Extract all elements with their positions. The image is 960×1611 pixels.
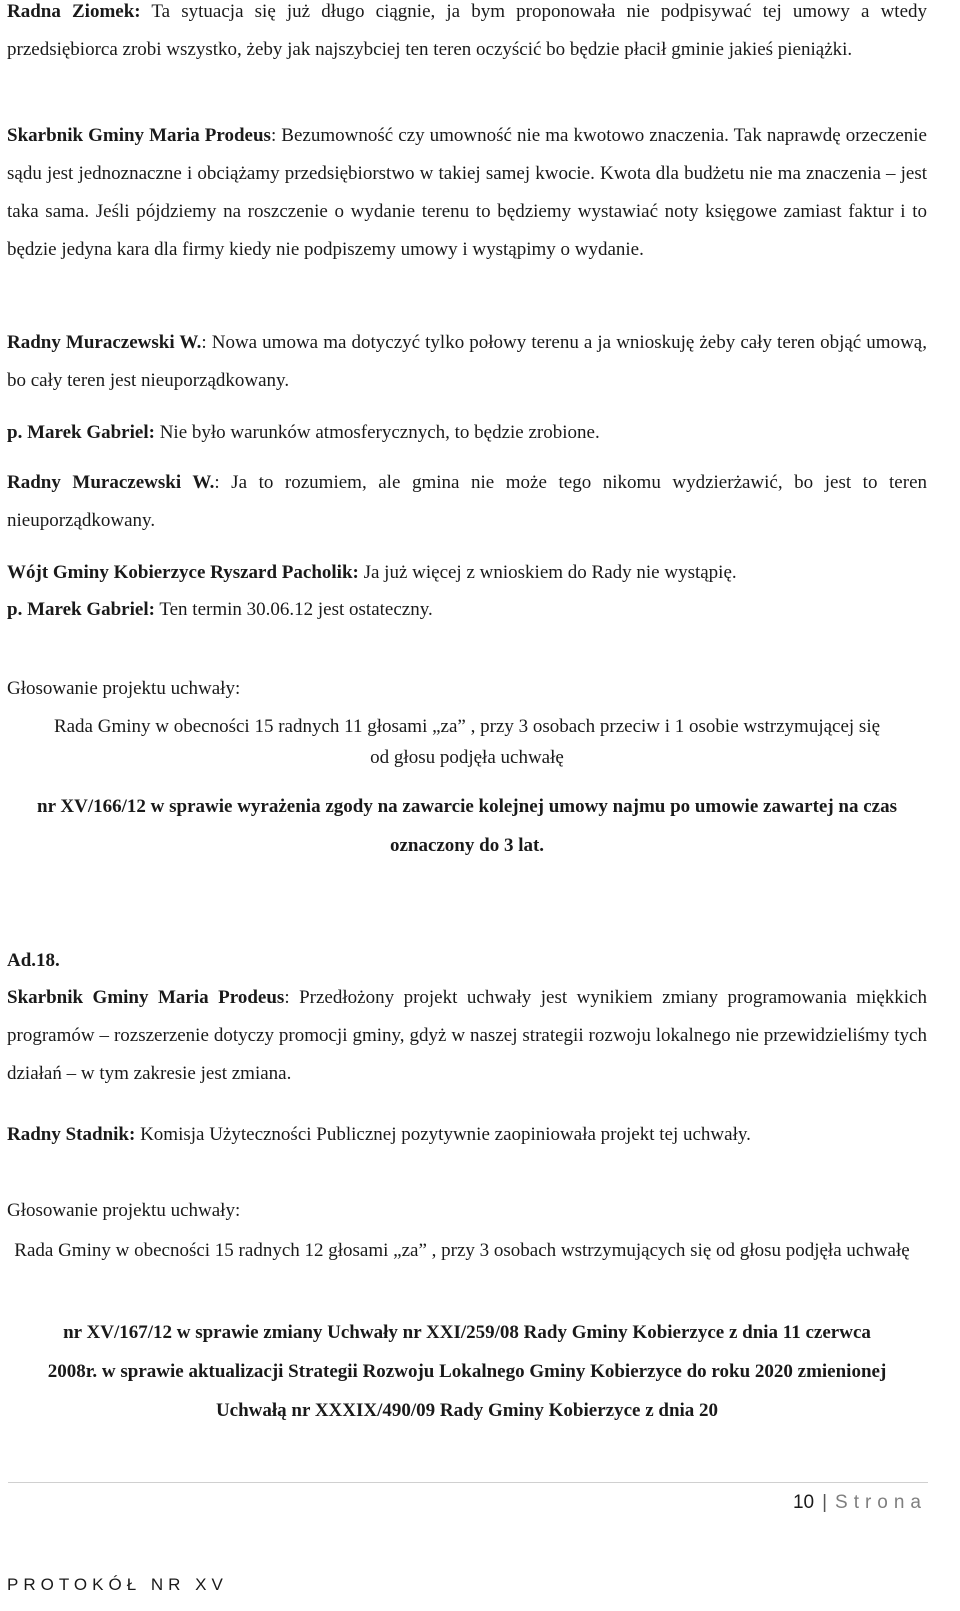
vote-heading: Głosowanie projektu uchwały: — [7, 1200, 241, 1221]
paragraph-gabriel-2 — [7, 591, 927, 629]
speaker-name: p. Marek Gabriel: — [7, 422, 155, 443]
speaker-name: Radny Muraczewski W. — [7, 472, 215, 493]
paragraph-text: : Ja to rozumiem, ale gmina nie może tego nikomu wydzierżawić, bo jest to teren nieuporządkowany. — [7, 472, 927, 531]
protocol-label: PROTOKÓŁ NR XV — [7, 1575, 228, 1594]
paragraph-text: Ja już więcej z wnioskiem do Rady nie wystąpię. — [358, 562, 737, 583]
resolution-title: nr XV/166/12 w sprawie wyrażenia zgody na zawarcie kolejnej umowy najmu po umowie zawartej na czas oznaczony do 3 lat. — [37, 796, 898, 856]
page-separator: | — [822, 1492, 828, 1513]
paragraph-skarbnik-2 — [7, 979, 927, 1093]
vote-result: Rada Gminy w obecności 15 radnych 12 głosami „za” , przy 3 osobach wstrzymujących się od głosu podjęła uchwałę — [14, 1240, 910, 1261]
footer-divider — [8, 1482, 928, 1483]
speaker-name: Radny Stadnik: — [7, 1124, 136, 1145]
paragraph-stadnik — [7, 1116, 927, 1154]
page-number-value: 10 — [792, 1492, 815, 1513]
paragraph-text: Nie było warunków atmosferycznych, to będzie zrobione. — [154, 422, 600, 443]
paragraph-wojt — [7, 554, 927, 592]
paragraph-ziomek — [7, 0, 927, 69]
paragraph-text: : Bezumowność czy umowność nie ma kwotowo znaczenia. Tak naprawdę orzeczenie sądu jest jednoznaczne i obciążamy przedsiębiorstwo w takiej samej kwocie. Kwota dla budżetu nie ma znaczenia – jest taka sama. Jeśli pójdziemy na roszczenie o wydanie terenu to będziemy wystawiać noty księgowe zamiast faktur i to będzie jedyna kara dla firmy kiedy nie podpiszemy umowy i wystąpimy o wydanie. — [7, 125, 927, 260]
speaker-name: Radna Ziomek: — [7, 1, 141, 22]
vote-result: Rada Gminy w obecności 15 radnych 11 głosami „za” , przy 3 osobach przeciw i 1 osobie wstrzymującej się od głosu podjęła uchwałę — [53, 716, 881, 768]
paragraph-skarbnik-1 — [7, 117, 927, 269]
paragraph-muraczewski-2 — [7, 464, 927, 540]
speaker-name: Skarbnik Gminy Maria Prodeus — [7, 125, 271, 146]
paragraph-text: Ten termin 30.06.12 jest ostateczny. — [154, 599, 433, 620]
paragraph-gabriel-1 — [7, 414, 927, 452]
speaker-name: Skarbnik Gminy Maria Prodeus — [7, 987, 285, 1008]
speaker-name: Wójt Gminy Kobierzyce Ryszard Pacholik: — [7, 562, 359, 583]
paragraph-text: Komisja Użyteczności Publicznej pozytywnie zaopiniowała projekt tej uchwały. — [135, 1124, 751, 1145]
resolution-title: nr XV/167/12 w sprawie zmiany Uchwały nr XXI/259/08 Rady Gminy Kobierzyce z dnia 11 czerwca 2008r. w sprawie aktualizacji Strategii Rozwoju Lokalnego Gminy Kobierzyce do roku 2020 zmienionej Uchwałą nr XXXIX/490/09 Rady Gminy Kobierzyce z dnia 20 — [47, 1322, 887, 1421]
paragraph-muraczewski-1 — [7, 324, 927, 400]
page-label: Strona — [835, 1492, 927, 1513]
paragraph-text: : Nowa umowa ma dotyczyć tylko połowy terenu a ja wnioskuję żeby cały teren objąć umową, bo cały teren jest nieuporządkowany. — [7, 332, 927, 391]
speaker-name: p. Marek Gabriel: — [7, 599, 155, 620]
paragraph-text: : Przedłożony projekt uchwały jest wynikiem zmiany programowania miękkich programów – rozszerzenie dotyczy promocji gminy, gdyż w naszej strategii rozwoju lokalnego nie przewidzieliśmy tych działań – w tym zakresie jest zmiana. — [7, 987, 927, 1084]
agenda-item: Ad.18. — [7, 950, 60, 971]
speaker-name: Radny Muraczewski W. — [7, 332, 202, 353]
vote-heading: Głosowanie projektu uchwały: — [7, 678, 241, 699]
paragraph-text: Ta sytuacja się już długo ciągnie, ja bym proponowała nie podpisywać tej umowy a wtedy przedsiębiorca zrobi wszystko, żeby jak najszybciej ten teren oczyścić bo będzie płacił gminie jakieś pieniążki. — [7, 1, 927, 60]
page-number — [793, 1492, 927, 1514]
